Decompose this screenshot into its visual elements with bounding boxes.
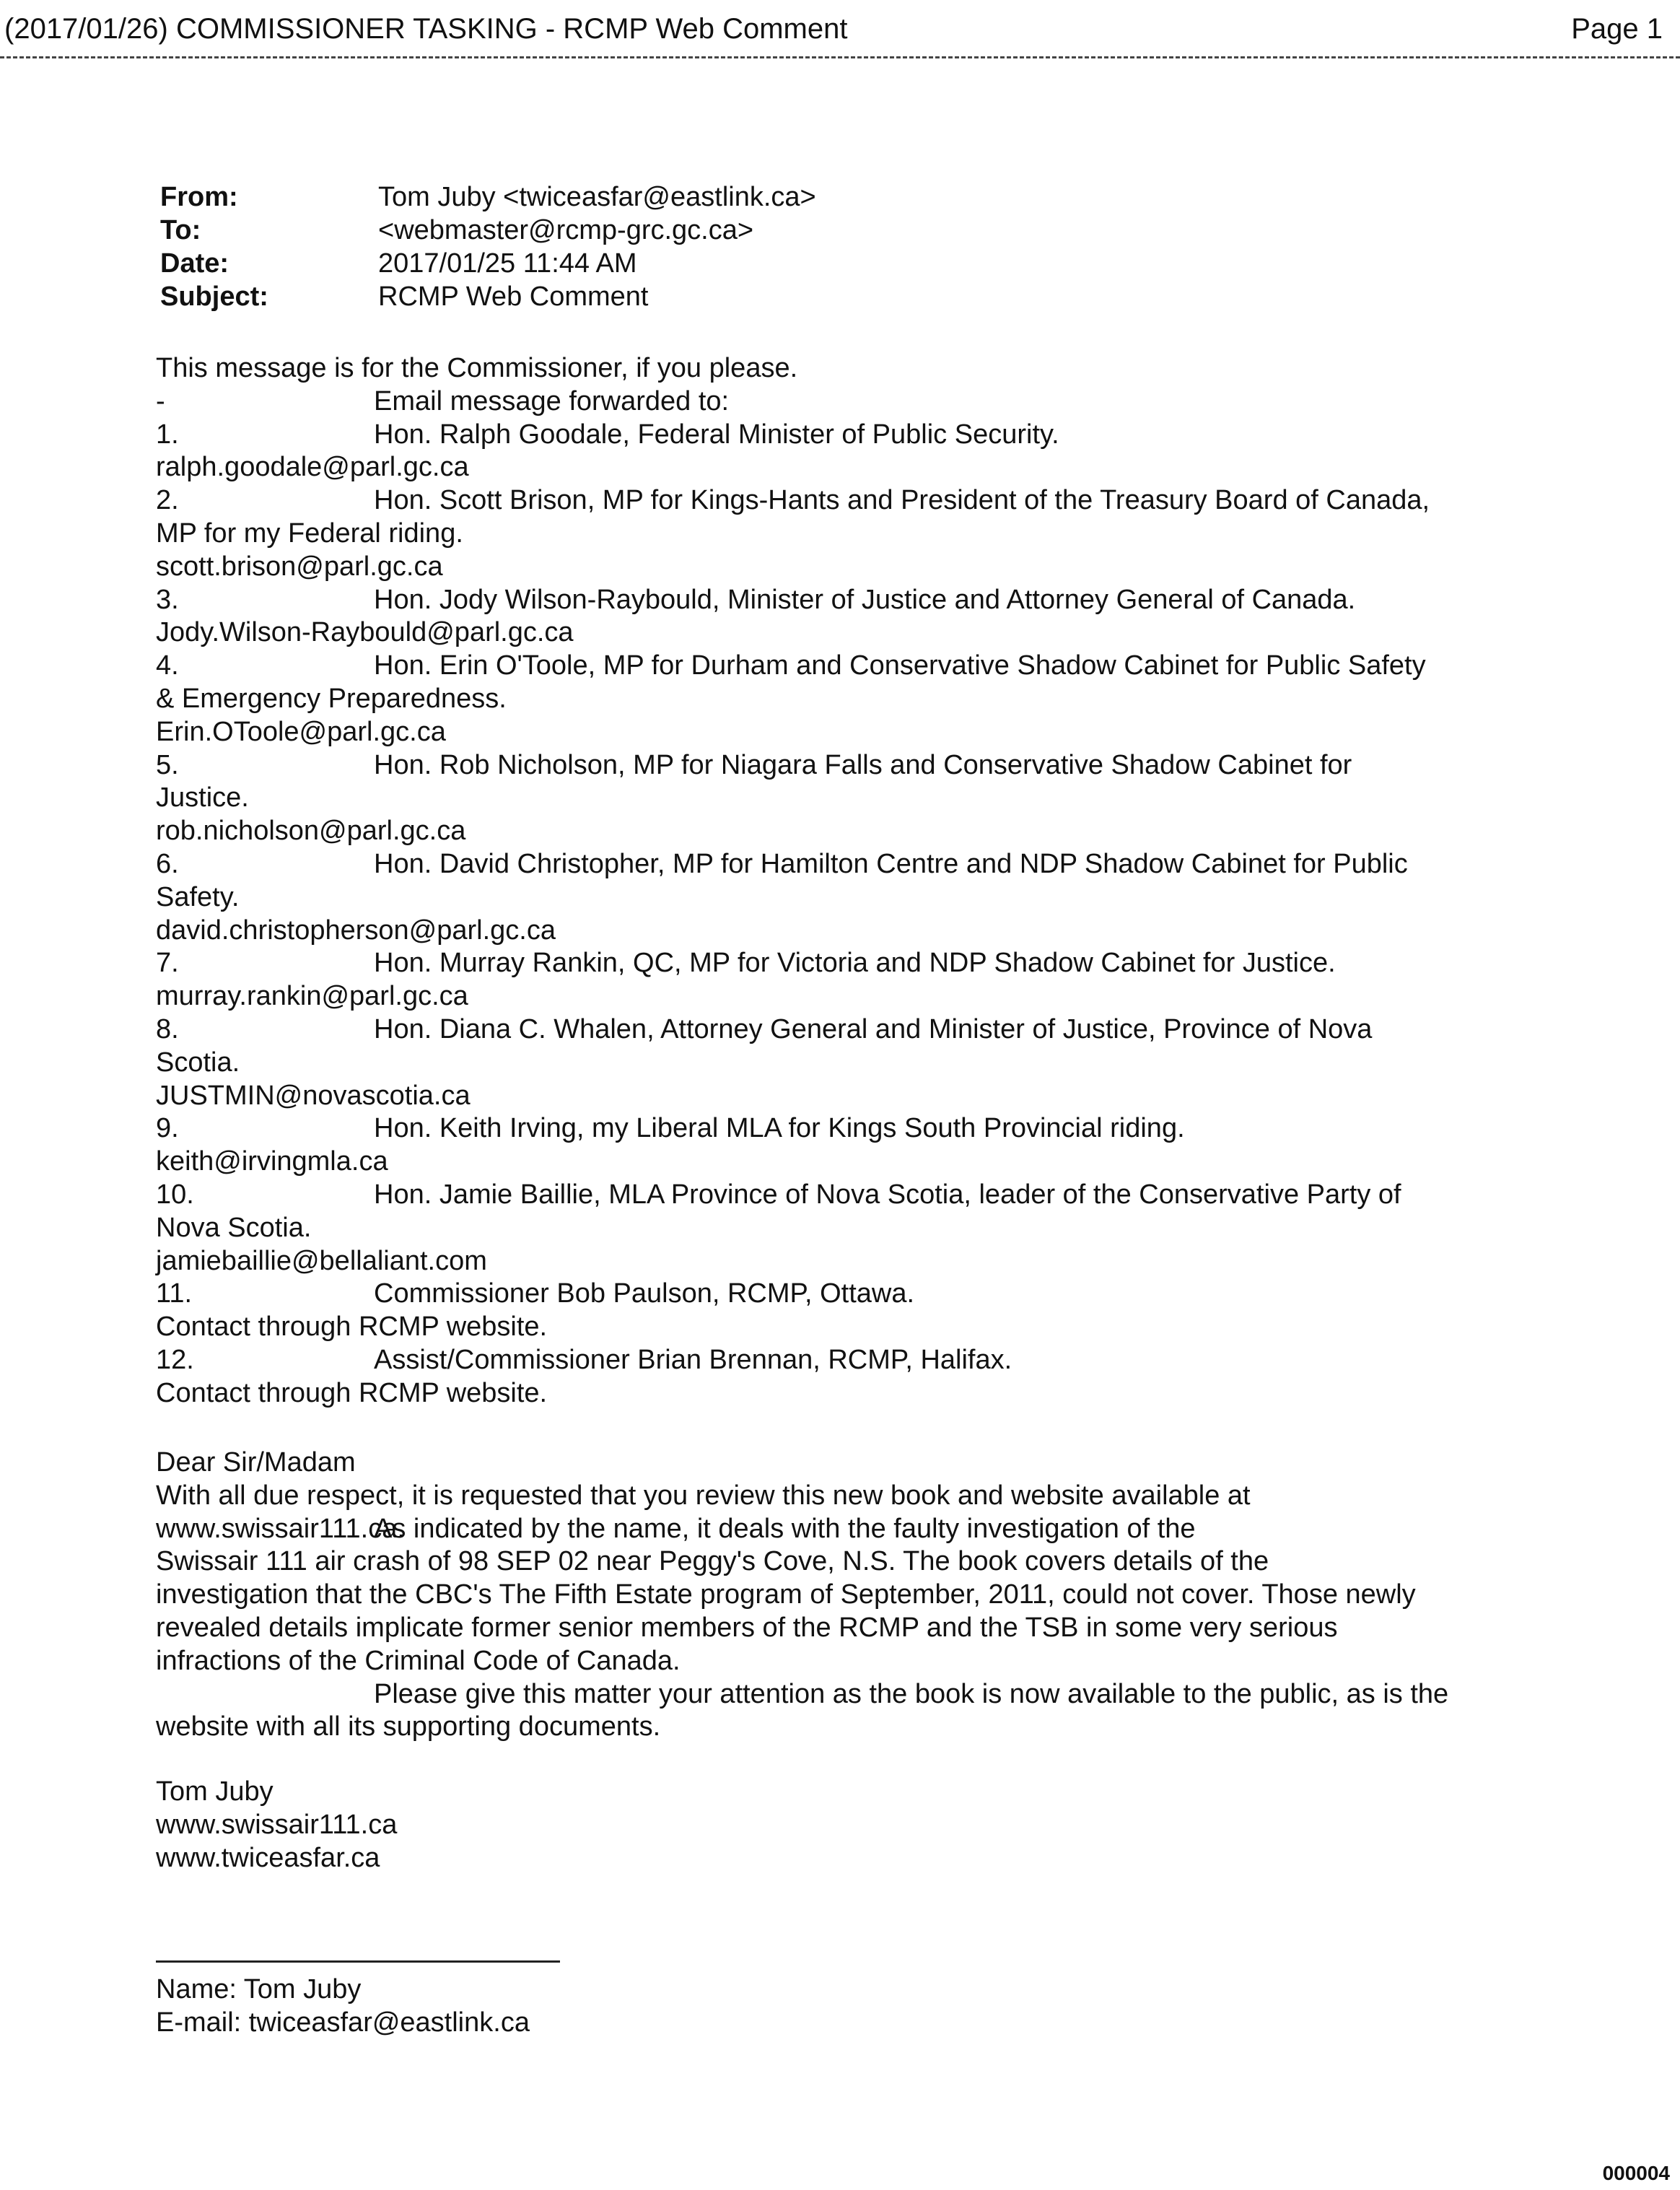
from-value: Tom Juby <twiceasfar@eastlink.ca>	[378, 182, 816, 212]
forward-text: Email message forwarded to:	[374, 385, 730, 416]
recipient-title: Hon. Diana C. Whalen, Attorney General and Minister of Justice, Province of Nova	[374, 1013, 1373, 1044]
recipient-number: 10.	[156, 1179, 194, 1210]
intro-line: This message is for the Commissioner, if you please.	[156, 353, 798, 383]
recipient-email: scott.brison@parl.gc.ca	[156, 551, 443, 582]
to-label: To:	[160, 215, 201, 245]
recipient-continuation: Nova Scotia.	[156, 1212, 312, 1243]
signature-site: www.swissair111.ca	[156, 1809, 398, 1840]
recipient-title: Hon. Keith Irving, my Liberal MLA for Kings South Provincial riding.	[374, 1113, 1185, 1144]
recipient-line	[156, 419, 1527, 452]
recipient-line	[156, 749, 1527, 782]
recipient-number: 7.	[156, 948, 179, 979]
document-number: 000004	[1602, 2162, 1670, 2184]
recipient-line	[156, 1179, 1527, 1212]
recipient-line	[156, 1013, 1527, 1047]
recipient-number: 8.	[156, 1013, 179, 1044]
signature-name: Tom Juby	[156, 1776, 274, 1807]
recipient-email: rob.nicholson@parl.gc.ca	[156, 816, 466, 847]
recipient-number: 5.	[156, 749, 179, 780]
recipient-number: 2.	[156, 485, 179, 516]
recipient-title: Hon. Jamie Baillie, MLA Province of Nova Scotia, leader of the Conservative Party of	[374, 1179, 1401, 1210]
recipient-title: Hon. Jody Wilson-Raybould, Minister of Justice and Attorney General of Canada.	[374, 584, 1356, 615]
signature-block	[156, 1776, 1527, 1875]
recipient-email: david.christopherson@parl.gc.ca	[156, 915, 556, 946]
letter-text: Please give this matter your attention as the book is now available to the public, as is the	[374, 1678, 1449, 1709]
contact-name: Name: Tom Juby	[156, 1974, 362, 2004]
recipient-continuation: MP for my Federal riding.	[156, 518, 463, 549]
recipient-line	[156, 484, 1527, 518]
recipient-title: Hon. Erin O'Toole, MP for Durham and Conservative Shadow Cabinet for Public Safety	[374, 650, 1426, 681]
salutation: Dear Sir/Madam	[156, 1447, 356, 1478]
recipient-number: 9.	[156, 1113, 179, 1144]
email-header-fields	[160, 181, 816, 314]
recipient-email: Jody.Wilson-Raybould@parl.gc.ca	[156, 617, 574, 648]
recipient-email: JUSTMIN@novascotia.ca	[156, 1080, 471, 1111]
recipient-line	[156, 1344, 1527, 1377]
recipient-email: Contact through RCMP website.	[156, 1312, 548, 1343]
recipient-title: Hon. Murray Rankin, QC, MP for Victoria and NDP Shadow Cabinet for Justice.	[374, 948, 1336, 979]
recipient-title: Hon. Ralph Goodale, Federal Minister of Public Security.	[374, 419, 1059, 450]
letter-line: website with all its supporting documents.	[156, 1711, 661, 1742]
document-title: (2017/01/26) COMMISSIONER TASKING - RCMP Web Comment	[4, 13, 848, 45]
contact-block	[156, 1973, 1527, 2040]
page-number: Page 1	[1571, 13, 1663, 45]
recipient-number: 12.	[156, 1344, 194, 1375]
book-url: www.swissair111.ca.	[156, 1513, 405, 1544]
recipient-number: 1.	[156, 419, 179, 450]
recipient-continuation: Justice.	[156, 782, 249, 813]
to-value: <webmaster@rcmp-grc.gc.ca>	[378, 215, 754, 245]
recipient-line	[156, 1112, 1527, 1146]
recipient-title: Assist/Commissioner Brian Brennan, RCMP, Halifax.	[374, 1344, 1012, 1375]
recipient-email: Contact through RCMP website.	[156, 1377, 548, 1408]
to-field	[160, 214, 816, 248]
recipient-email: Erin.OToole@parl.gc.ca	[156, 716, 446, 747]
recipient-number: 3.	[156, 584, 179, 615]
recipient-line	[156, 1278, 1527, 1311]
subject-field	[160, 281, 816, 314]
letter-line	[156, 1513, 1527, 1546]
letter-line: With all due respect, it is requested that you review this new book and website available at	[156, 1480, 1251, 1511]
letter-line: Swissair 111 air crash of 98 SEP 02 near Peggy's Cove, N.S. The book covers details of the	[156, 1546, 1269, 1577]
recipient-list	[156, 419, 1527, 1410]
letter-line: investigation that the CBC's The Fifth Estate program of September, 2011, could not cover. Those newly	[156, 1579, 1416, 1610]
letter-line	[156, 1678, 1527, 1711]
recipient-continuation: Safety.	[156, 881, 240, 912]
recipient-line	[156, 947, 1527, 980]
signature-divider	[156, 1960, 560, 1963]
recipient-email: keith@irvingmla.ca	[156, 1146, 388, 1177]
letter-line: revealed details implicate former senior members of the RCMP and the TSB in some very serious	[156, 1612, 1338, 1643]
forward-marker: -	[156, 385, 165, 416]
recipient-title: Hon. Rob Nicholson, MP for Niagara Falls and Conservative Shadow Cabinet for	[374, 749, 1352, 780]
recipient-title: Hon. David Christopher, MP for Hamilton Centre and NDP Shadow Cabinet for Public	[374, 848, 1408, 879]
recipient-line	[156, 848, 1527, 881]
from-field	[160, 181, 816, 214]
subject-value: RCMP Web Comment	[378, 282, 649, 312]
recipient-number: 6.	[156, 848, 179, 879]
recipient-line	[156, 584, 1527, 617]
forward-line	[156, 385, 1527, 419]
letter-text: As indicated by the name, it deals with the faulty investigation of the	[374, 1513, 1196, 1544]
recipient-email: jamiebaillie@bellaliant.com	[156, 1245, 487, 1276]
recipient-title: Hon. Scott Brison, MP for Kings-Hants and President of the Treasury Board of Canada,	[374, 485, 1430, 516]
date-field	[160, 248, 816, 281]
recipient-email: murray.rankin@parl.gc.ca	[156, 981, 468, 1012]
recipient-continuation: Scotia.	[156, 1047, 240, 1078]
recipient-email: ralph.goodale@parl.gc.ca	[156, 452, 469, 483]
from-label: From:	[160, 182, 238, 212]
recipient-number: 4.	[156, 650, 179, 681]
recipient-continuation: & Emergency Preparedness.	[156, 683, 507, 714]
recipient-number: 11.	[156, 1278, 193, 1309]
message-body	[156, 352, 1527, 1410]
letter-line: infractions of the Criminal Code of Canada.	[156, 1645, 681, 1676]
letter-body	[156, 1447, 1527, 1744]
recipient-line	[156, 650, 1527, 683]
subject-label: Subject:	[160, 282, 268, 312]
recipient-title: Commissioner Bob Paulson, RCMP, Ottawa.	[374, 1278, 915, 1309]
contact-email: E-mail: twiceasfar@eastlink.ca	[156, 2007, 530, 2038]
signature-site: www.twiceasfar.ca	[156, 1842, 380, 1873]
date-label: Date:	[160, 248, 229, 279]
date-value: 2017/01/25 11:44 AM	[378, 248, 637, 279]
